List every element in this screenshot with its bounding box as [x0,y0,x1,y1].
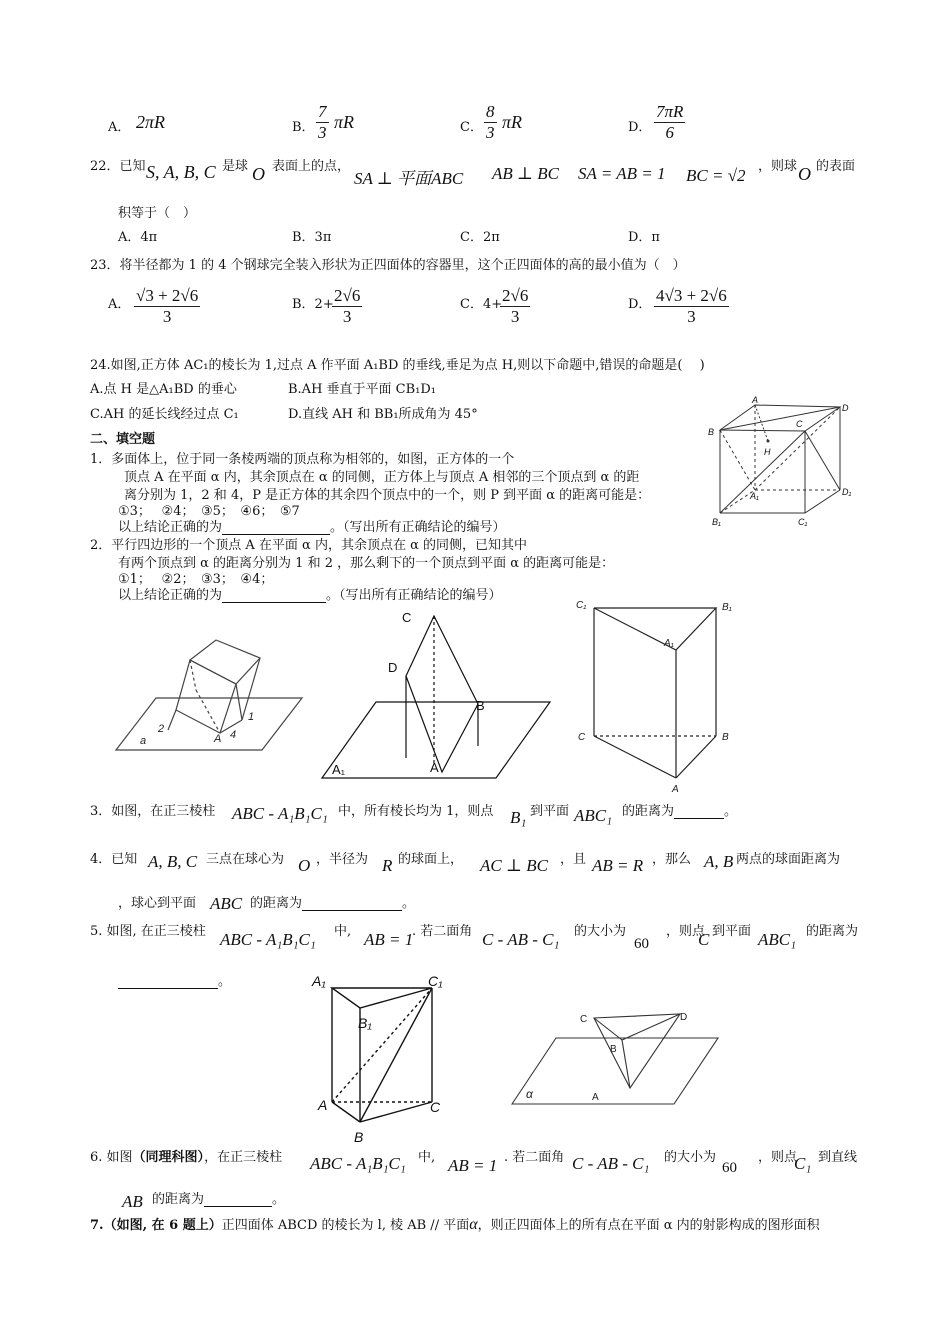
q21-option-a-value: 2πR [136,112,166,132]
f3-mid2: 到平面 [530,804,570,819]
f6-angle: 60 [722,1160,737,1176]
f4-mid4: ，且 [560,852,587,867]
q23-option-c-fraction: $\frac{2√6}{3}$ [502,286,529,326]
prism1-label-b: B [722,732,729,743]
f5-dihedral: C - AB - C₁ [482,930,560,949]
q21-option-d: D． [628,120,652,135]
f5-prism-name: ABC - A₁B₁C₁ [220,930,316,949]
q21-option-c-tail: πR [502,112,523,132]
q22-prefix: 22．已知 [90,159,146,174]
poly-label-4: 4 [230,729,237,741]
f4-answer-blank[interactable] [302,896,402,911]
f6-ab: AB = 1 [448,1156,498,1175]
cube-label-d1: D₁ [842,487,852,497]
q21-option-b: B． [292,120,315,135]
f1-line1: 1．多面体上，位于同一条棱两端的顶点称为相邻的，如图，正方体的一个 [90,452,515,467]
f4-plane: ABC [210,894,243,913]
q24-option-c: C.AH 的延长线经过点 C₁ [90,407,239,422]
f2-answer-blank[interactable] [222,588,326,603]
f4-cond1: AC ⊥ BC [480,856,548,875]
cube-label-b1: B₁ [712,517,721,527]
q21-option-c: C． [460,120,483,135]
f6-mid3: . 若二面角 [504,1150,565,1165]
figure-prism-1 [570,592,750,812]
f5-mid: 中, [334,924,352,939]
f1-line2: 顶点 A 在平面 α 内，其余顶点在 α 的同侧，正方体上与顶点 A 相邻的三个顶点到 α 的距 [124,470,640,485]
prism1-label-c1: C₁ [576,600,587,611]
tetra-label-alpha: α [526,1087,533,1101]
f6-line: AB [122,1192,143,1211]
f2-line4: 以上结论正确的为 。（写出所有正确结论的编号） [118,588,502,603]
f6-line2: 的距离为 。 [152,1192,286,1207]
figure-parallelogram [318,606,558,786]
q22-tail2: 的表面 [816,159,856,174]
q22-mid: 是球 [222,159,249,174]
q23-option-d-fraction: $\frac{4√3 + 2√6}{3}$ [656,286,727,326]
q21-option-b-fraction: $\frac{7}{3}$ [318,102,327,142]
f4-mid5: ，那么 [652,852,692,867]
tetra-label-a: A [592,1092,599,1103]
f4-ab: A, B [704,852,734,871]
q23-stem: 23．将半径都为 1 的 4 个钢球完全装入形状为正四面体的容器里，这个正四面体的高的最小值为（ ） [90,258,686,273]
f4-radius: R [382,856,393,875]
figure-cube [700,395,860,535]
f6-prism-name: ABC - A₁B₁C₁ [310,1154,406,1173]
f5-answer-blank[interactable] [118,974,218,989]
para-label-d: D [388,660,398,675]
f3-prefix: 3．如图，在正三棱柱 [90,804,216,819]
q22-tail1: ，则球 [758,159,798,174]
f2-line1: 2．平行四边形的一个顶点 A 在平面 α 内，其余顶点在 α 的同侧，已知其中 [90,538,528,553]
f3-mid: 中，所有棱长均为 1，则点 [338,804,494,819]
q22-points: S, A, B, C [146,162,216,182]
figure-prism-2 [310,968,470,1150]
f5-mid4: ，则点 [666,924,706,939]
f3-point: B₁ [510,808,527,827]
q22-option-d: D．π [628,230,660,245]
f5-angle: 60 [634,936,649,952]
f6-point: C₁ [794,1154,812,1173]
q23-option-d: D． [628,297,652,312]
f6-post: 到直线 [818,1150,858,1165]
prism2-label-b: B [354,1129,364,1145]
q21-option-a: A． [108,120,131,135]
f5-ab: AB = 1 [364,930,414,949]
q22-post: 表面上的点， [272,159,351,174]
q24-option-a: A.点 H 是△A₁BD 的垂心 [90,382,237,397]
f5-mid5: 到平面 [712,924,752,939]
f1-line5: 以上结论正确的为 。（写出所有正确结论的编号） [118,520,506,535]
q23-option-b-fraction: $\frac{2√6}{3}$ [334,286,361,326]
prism1-label-a: A [672,784,679,795]
q23-option-b: B．2+ [292,297,334,312]
q23-option-a-fraction: $\frac{√3 + 2√6}{3}$ [136,286,199,326]
f4-cond2: AB = R [592,856,644,875]
q22-sphere-o-2: O [798,164,811,184]
f4-line2b: 的距离为 。 [250,896,416,911]
figure-tetrahedron [508,1010,728,1110]
cube-label-c1: C₁ [798,517,808,527]
f6-dihedral: C - AB - C₁ [572,1154,650,1173]
prism1-label-a1: A₁ [664,638,674,649]
cube-label-a1: A₁ [750,491,759,501]
prism2-label-a: A [318,1097,328,1113]
f7-line: 7.（如图, 在 6 题上）正四面体 ABCD 的棱长为 l, 棱 AB // 平面α，则正四面体上的所有点在平面 α 内的射影构成的图形面积 [90,1216,820,1233]
f4-mid3: 的球面上， [398,852,464,867]
f4-line2a: ，球心到平面 [118,896,197,911]
f4-mid: 三点在球心为 [206,852,285,867]
para-label-a: A [430,760,439,775]
q22-option-b: B．3π [292,230,332,245]
f5-mid2: . 若二面角 [412,924,473,939]
f4-center: O [298,856,311,875]
f2-line2: 有两个顶点到 α 的距离分别为 1 和 2 ，那么剩下的一个顶点到平面 α 的距离可能是： [118,556,615,571]
q23-option-c: C．4+ [460,297,503,312]
f5-post: 的距离为 [806,924,859,939]
f6-mid4: 的大小为 [664,1150,717,1165]
cube-label-b: B [708,427,715,437]
f5-answer-line: 。 [118,970,231,989]
f3-post: 的距离为 。 [622,804,738,819]
cube-label-h: H [764,447,771,457]
q21-option-d-fraction: $\frac{7\pi R}{6}$ [656,102,684,142]
tetra-label-c: C [580,1014,588,1025]
prism1-label-b1: B₁ [722,602,732,613]
q22-sphere-o: O [252,164,265,184]
q24-stem: 24.如图,正方体 AC₁的棱长为 1,过点 A 作平面 A₁BD 的垂线,垂足为点 H,则以下命题中,错误的命题是( ) [90,358,705,373]
section-title-fill-blank: 二、填空题 [90,432,156,447]
f3-prism-name: ABC - A₁B₁C₁ [232,804,328,823]
poly-label-2: 2 [158,723,165,735]
f2-line3: ①1； ②2； ③3； ④4； [118,572,274,587]
prism2-label-c: C [430,1099,441,1115]
prism2-label-b1: B₁ [358,1015,372,1031]
prism1-label-c: C [578,732,586,743]
q22-condition-2: AB ⊥ BC [492,164,559,183]
f6-mid5: ，则点 [758,1150,798,1165]
f1-line3: 离分别为 1，2 和 4，P 是正方体的其余四个顶点中的一个，则 P 到平面 α 的距离可能是： [124,488,651,503]
f6-mid2: 中, [418,1150,436,1165]
cube-label-a: A [752,395,759,405]
figure-cube-on-plane [108,628,308,778]
prism2-label-c1: C₁ [428,973,443,989]
f3-answer-blank[interactable] [674,804,724,819]
q21-option-b-tail: πR [334,112,355,132]
para-label-a1: A₁ [332,762,346,777]
f4-post: 两点的球面距离为 [736,852,841,867]
q22-condition-4: BC = √2 [686,166,746,185]
q22-condition-1: SA ⊥ 平面ABC [354,169,464,188]
f4-points: A, B, C [148,852,198,871]
cube-label-d: D [842,403,849,413]
q22-option-a: A．4π [118,230,158,245]
f4-prefix: 4．已知 [90,852,138,867]
q24-option-d: D.直线 AH 和 BB₁所成角为 45° [288,407,478,422]
f6-answer-blank[interactable] [204,1192,272,1207]
q21-option-c-fraction: $\frac{8}{3}$ [486,102,495,142]
poly-label-1: 1 [248,711,255,723]
q22-line2: 积等于（ ） [118,206,197,221]
tetra-label-b: B [610,1044,617,1055]
f4-mid2: ，半径为 [316,852,369,867]
q24-option-b: B.AH 垂直于平面 CB₁D₁ [288,382,437,397]
f3-plane: ABC₁ [574,806,613,825]
prism2-label-a1: A₁ [312,973,326,989]
q23-option-a: A． [108,297,131,312]
f5-point: C [698,930,710,949]
poly-label-a: A [214,733,222,745]
f1-line4: ①3； ②4； ③5； ④6； ⑤7 [118,504,300,519]
para-label-b: B [476,698,485,713]
tetra-label-d: D [680,1012,688,1023]
f6-prefix: 6. 如图（同理科图），在正三棱柱 [90,1150,283,1165]
f1-answer-blank[interactable] [222,520,330,535]
f5-prefix: 5. 如图, 在正三棱柱 [90,924,206,939]
q22-condition-3: SA = AB = 1 [578,164,666,183]
q22-option-c: C．2π [460,230,500,245]
poly-label-alpha: a [140,735,147,747]
cube-label-c: C [796,419,803,429]
para-label-c: C [402,610,412,625]
f5-mid3: 的大小为 [574,924,627,939]
f5-plane: ABC₁ [758,930,797,949]
